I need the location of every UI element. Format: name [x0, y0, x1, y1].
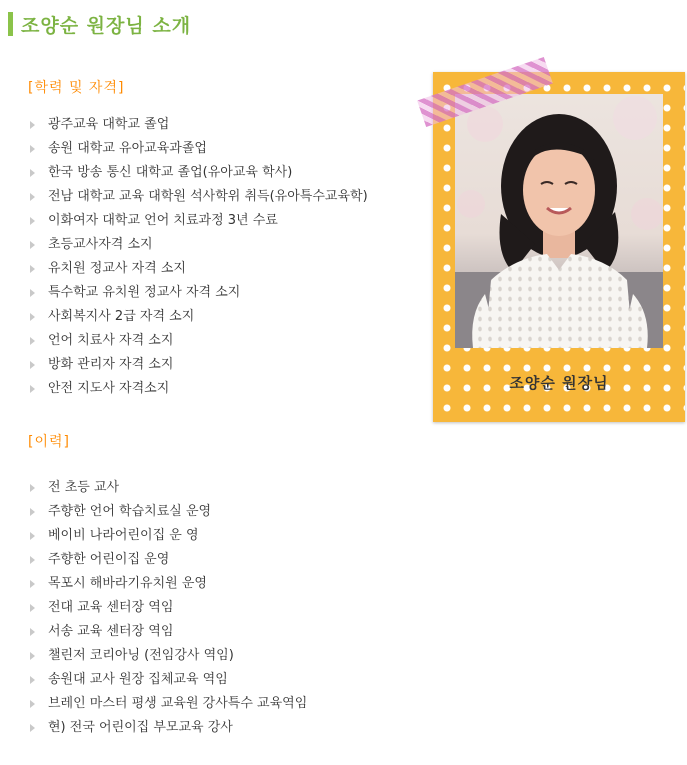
- list-item: [30, 161, 368, 185]
- list-item: [30, 137, 368, 161]
- list-item-text: 송원 대학교 유아교육과졸업: [48, 141, 207, 156]
- bullet-arrow-icon: [30, 508, 36, 516]
- bullet-arrow-icon: [30, 265, 36, 273]
- list-item: [30, 377, 368, 401]
- list-item-text: 목포시 해바라기유치원 운영: [48, 576, 207, 591]
- list-item-text: 송원대 교사 원장 집체교육 역임: [48, 672, 228, 687]
- education-list: [30, 113, 368, 401]
- title-accent-bar: [8, 12, 13, 36]
- list-item: [30, 572, 307, 596]
- bullet-arrow-icon: [30, 313, 36, 321]
- list-item-text: 유치원 정교사 자격 소지: [48, 261, 186, 276]
- list-item-text: 언어 치료사 자격 소지: [48, 333, 174, 348]
- list-item-text: 주향한 언어 학습치료실 운영: [48, 504, 212, 519]
- list-item: [30, 596, 307, 620]
- list-item: [30, 257, 368, 281]
- career-heading: [이력]: [28, 434, 70, 450]
- career-list: [30, 476, 307, 740]
- list-item: [30, 548, 307, 572]
- bullet-arrow-icon: [30, 361, 36, 369]
- list-item-text: 한국 방송 통신 대학교 졸업(유아교육 학사): [48, 165, 293, 180]
- bullet-arrow-icon: [30, 652, 36, 660]
- list-item: [30, 329, 368, 353]
- list-item: [30, 524, 307, 548]
- bullet-arrow-icon: [30, 121, 36, 129]
- bullet-arrow-icon: [30, 676, 36, 684]
- bullet-arrow-icon: [30, 604, 36, 612]
- list-item-text: 챌린저 코리아닝 (전임강사 역임): [48, 648, 234, 663]
- list-item-text: 방화 관리자 자격 소지: [48, 357, 174, 372]
- page-header: [8, 12, 191, 36]
- list-item: [30, 620, 307, 644]
- list-item: [30, 353, 368, 377]
- director-photo: [455, 94, 663, 348]
- education-heading: [학력 및 자격]: [28, 80, 125, 96]
- list-item: [30, 113, 368, 137]
- bullet-arrow-icon: [30, 580, 36, 588]
- bullet-arrow-icon: [30, 217, 36, 225]
- list-item-text: 전남 대학교 교육 대학원 석사학위 취득(유아특수교육학): [48, 189, 368, 204]
- list-item-text: 전 초등 교사: [48, 480, 120, 495]
- bullet-arrow-icon: [30, 241, 36, 249]
- list-item-text: 주향한 어린이집 운영: [48, 552, 170, 567]
- list-item: [30, 500, 307, 524]
- bullet-arrow-icon: [30, 532, 36, 540]
- list-item: [30, 281, 368, 305]
- list-item: [30, 716, 307, 740]
- bullet-arrow-icon: [30, 289, 36, 297]
- list-item-text: 현) 전국 어린이집 부모교육 강사: [48, 720, 233, 735]
- list-item-text: 베이비 나라어린이집 운 영: [48, 528, 199, 543]
- list-item-text: 전대 교육 센터장 역임: [48, 600, 174, 615]
- page-title: 조양순 원장님 소개: [21, 14, 192, 37]
- bullet-arrow-icon: [30, 628, 36, 636]
- list-item: [30, 668, 307, 692]
- photo-frame: [433, 72, 685, 422]
- bullet-arrow-icon: [30, 556, 36, 564]
- photo-caption: 조양순 원장님: [509, 374, 609, 392]
- list-item-text: 브레인 마스터 평생 교육원 강사특수 교육역임: [48, 696, 308, 711]
- bullet-arrow-icon: [30, 484, 36, 492]
- list-item: [30, 476, 307, 500]
- bullet-arrow-icon: [30, 385, 36, 393]
- list-item: [30, 305, 368, 329]
- list-item-text: 초등교사자격 소지: [48, 237, 153, 252]
- bullet-arrow-icon: [30, 193, 36, 201]
- bullet-arrow-icon: [30, 337, 36, 345]
- bullet-arrow-icon: [30, 169, 36, 177]
- list-item-text: 안전 지도사 자격소지: [48, 381, 170, 396]
- bullet-arrow-icon: [30, 724, 36, 732]
- list-item-text: 사회복지사 2급 자격 소지: [48, 309, 195, 324]
- portrait-illustration: [455, 94, 663, 348]
- list-item-text: 광주교육 대학교 졸업: [48, 117, 170, 132]
- bullet-arrow-icon: [30, 700, 36, 708]
- list-item: [30, 644, 307, 668]
- list-item-text: 특수학교 유치원 정교사 자격 소지: [48, 285, 241, 300]
- bullet-arrow-icon: [30, 145, 36, 153]
- list-item-text: 서송 교육 센터장 역임: [48, 624, 174, 639]
- list-item: [30, 209, 368, 233]
- list-item: [30, 692, 307, 716]
- list-item: [30, 233, 368, 257]
- list-item-text: 이화여자 대학교 언어 치료과정 3년 수료: [48, 213, 278, 228]
- list-item: [30, 185, 368, 209]
